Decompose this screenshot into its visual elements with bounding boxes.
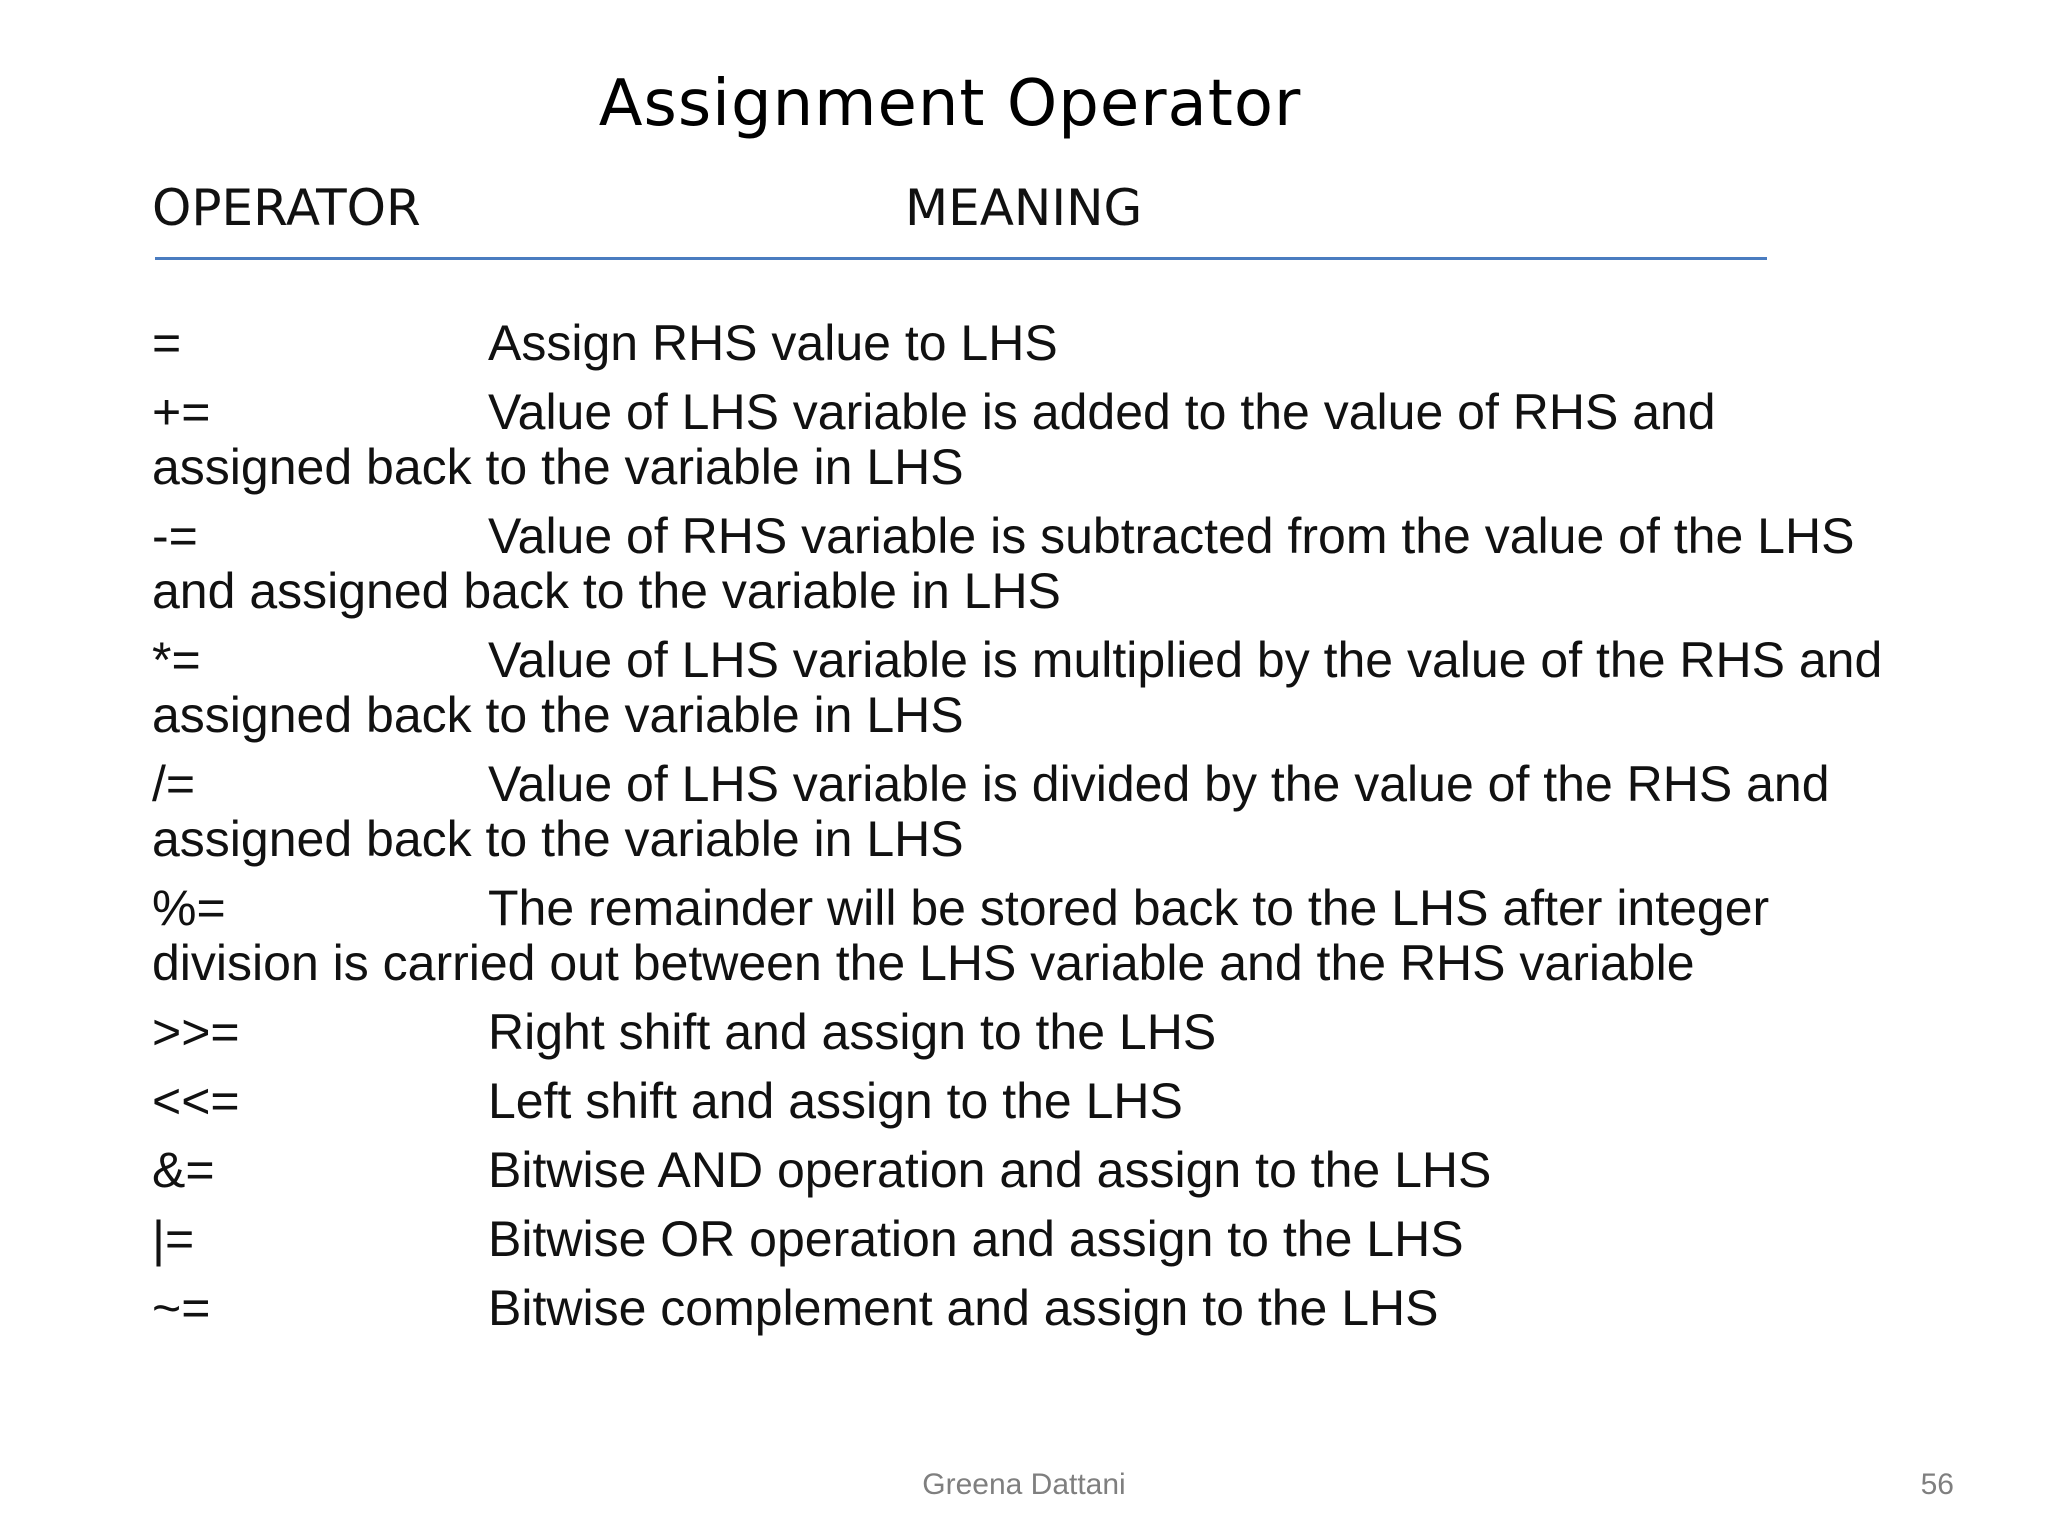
operator-symbol: <<= [152,1073,240,1129]
operator-column-header: OPERATOR [152,179,421,237]
operator-symbol: /= [152,756,196,812]
table-row [152,509,1902,619]
operator-meaning: The remainder will be stored back to the LHS after integer division is carried out between the LHS variable and the RHS variable [152,880,1770,991]
operator-symbol: %= [152,880,226,936]
table-row [152,316,1902,371]
operator-meaning: Value of LHS variable is divided by the value of the RHS and assigned back to the variable in LHS [152,756,1830,867]
operator-symbol: >>= [152,1004,240,1060]
operator-symbol: |= [152,1211,195,1267]
table-row [152,633,1902,743]
table-row [152,881,1902,991]
operator-meaning: Value of LHS variable is multiplied by the value of the RHS and assigned back to the variable in LHS [152,632,1883,743]
operator-table [152,316,1902,1350]
table-row [152,1143,1902,1198]
operator-meaning: Assign RHS value to LHS [488,315,1058,371]
table-row [152,757,1902,867]
table-row [152,385,1902,495]
operator-symbol: *= [152,632,201,688]
page-number: 56 [1920,1468,1954,1501]
operator-symbol: += [152,384,211,440]
operator-meaning: Bitwise OR operation and assign to the LHS [488,1211,1464,1267]
operator-meaning: Left shift and assign to the LHS [488,1073,1183,1129]
operator-symbol: &= [152,1142,215,1198]
footer-author: Greena Dattani [922,1468,1126,1501]
operator-symbol: = [152,315,182,371]
table-row [152,1212,1902,1267]
table-row [152,1005,1902,1060]
operator-symbol: ~= [152,1280,211,1336]
slide-title: Assignment Operator [598,67,1302,141]
table-row [152,1281,1902,1336]
operator-meaning: Right shift and assign to the LHS [488,1004,1217,1060]
meaning-column-header: MEANING [905,179,1143,237]
table-row [152,1074,1902,1129]
header-divider [155,257,1767,260]
operator-meaning: Bitwise complement and assign to the LHS [488,1280,1439,1336]
operator-meaning: Value of RHS variable is subtracted from the value of the LHS and assigned back to the variable in LHS [152,508,1855,619]
operator-meaning: Value of LHS variable is added to the value of RHS and assigned back to the variable in LHS [152,384,1716,495]
operator-symbol: -= [152,508,198,564]
operator-meaning: Bitwise AND operation and assign to the LHS [488,1142,1492,1198]
